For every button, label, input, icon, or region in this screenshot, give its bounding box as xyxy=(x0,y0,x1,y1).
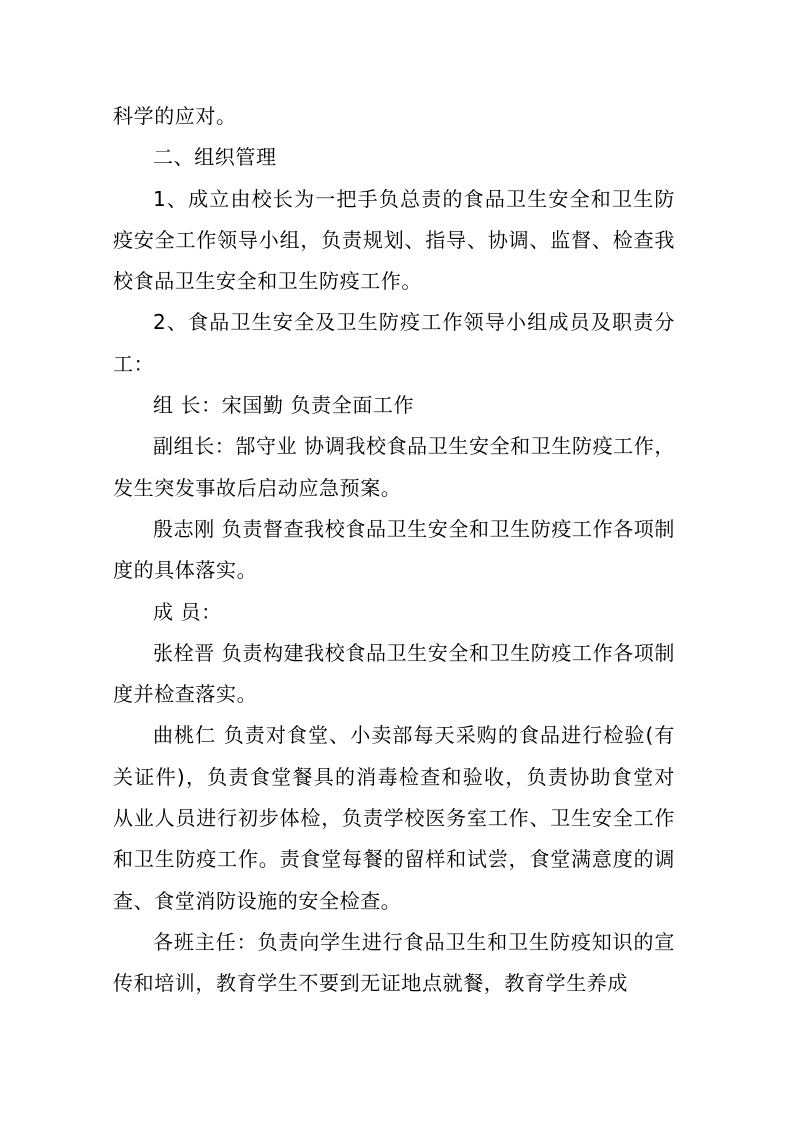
paragraph-group-leader: 组 长：宋国勤 负责全面工作 xyxy=(153,393,415,418)
paragraph-member-zhang: 张栓晋 负责构建我校食品卫生安全和卫生防疫工作各项制度并检查落实。 xyxy=(113,640,675,707)
paragraph-deputy-leader: 副组长：郜守业 协调我校食品卫生安全和卫生防疫工作，发生突发事故后启动应急预案。 xyxy=(113,434,675,500)
document-body xyxy=(113,96,675,1005)
paragraph-member-duties: 2、食品卫生安全及卫生防疫工作领导小组成员及职责分工： xyxy=(113,310,675,376)
paragraph-supervisor: 殷志刚 负责督查我校食品卫生安全和卫生防疫工作各项制度的具体落实。 xyxy=(113,516,675,583)
paragraph-leadership-group: 1、成立由校长为一把手负总责的食品卫生安全和卫生防疫安全工作领导小组，负责规划、指导、协调、监督、检查我校食品卫生安全和卫生防疫工作。 xyxy=(113,186,675,294)
paragraph-closing-line: 科学的应对。 xyxy=(113,104,237,128)
paragraph-member-qu: 曲桃仁 负责对食堂、小卖部每天采购的食品进行检验(有关证件)，负责食堂餐具的消毒检查和验收，负责协助食堂对从业人员进行初步体检，负责学校医务室工作、卫生安全工作和卫生防疫工作。责食堂每餐的留样和试尝，食堂满意度的调查、食堂消防设施的安全检查。 xyxy=(113,723,675,913)
paragraph-members-label: 成 员： xyxy=(153,599,222,624)
section-heading-organization: 二、组织管理 xyxy=(153,145,277,170)
paragraph-class-teachers: 各班主任：负责向学生进行食品卫生和卫生防疫知识的宣传和培训，教育学生不要到无证地点就餐，教育学生养成 xyxy=(113,929,675,996)
